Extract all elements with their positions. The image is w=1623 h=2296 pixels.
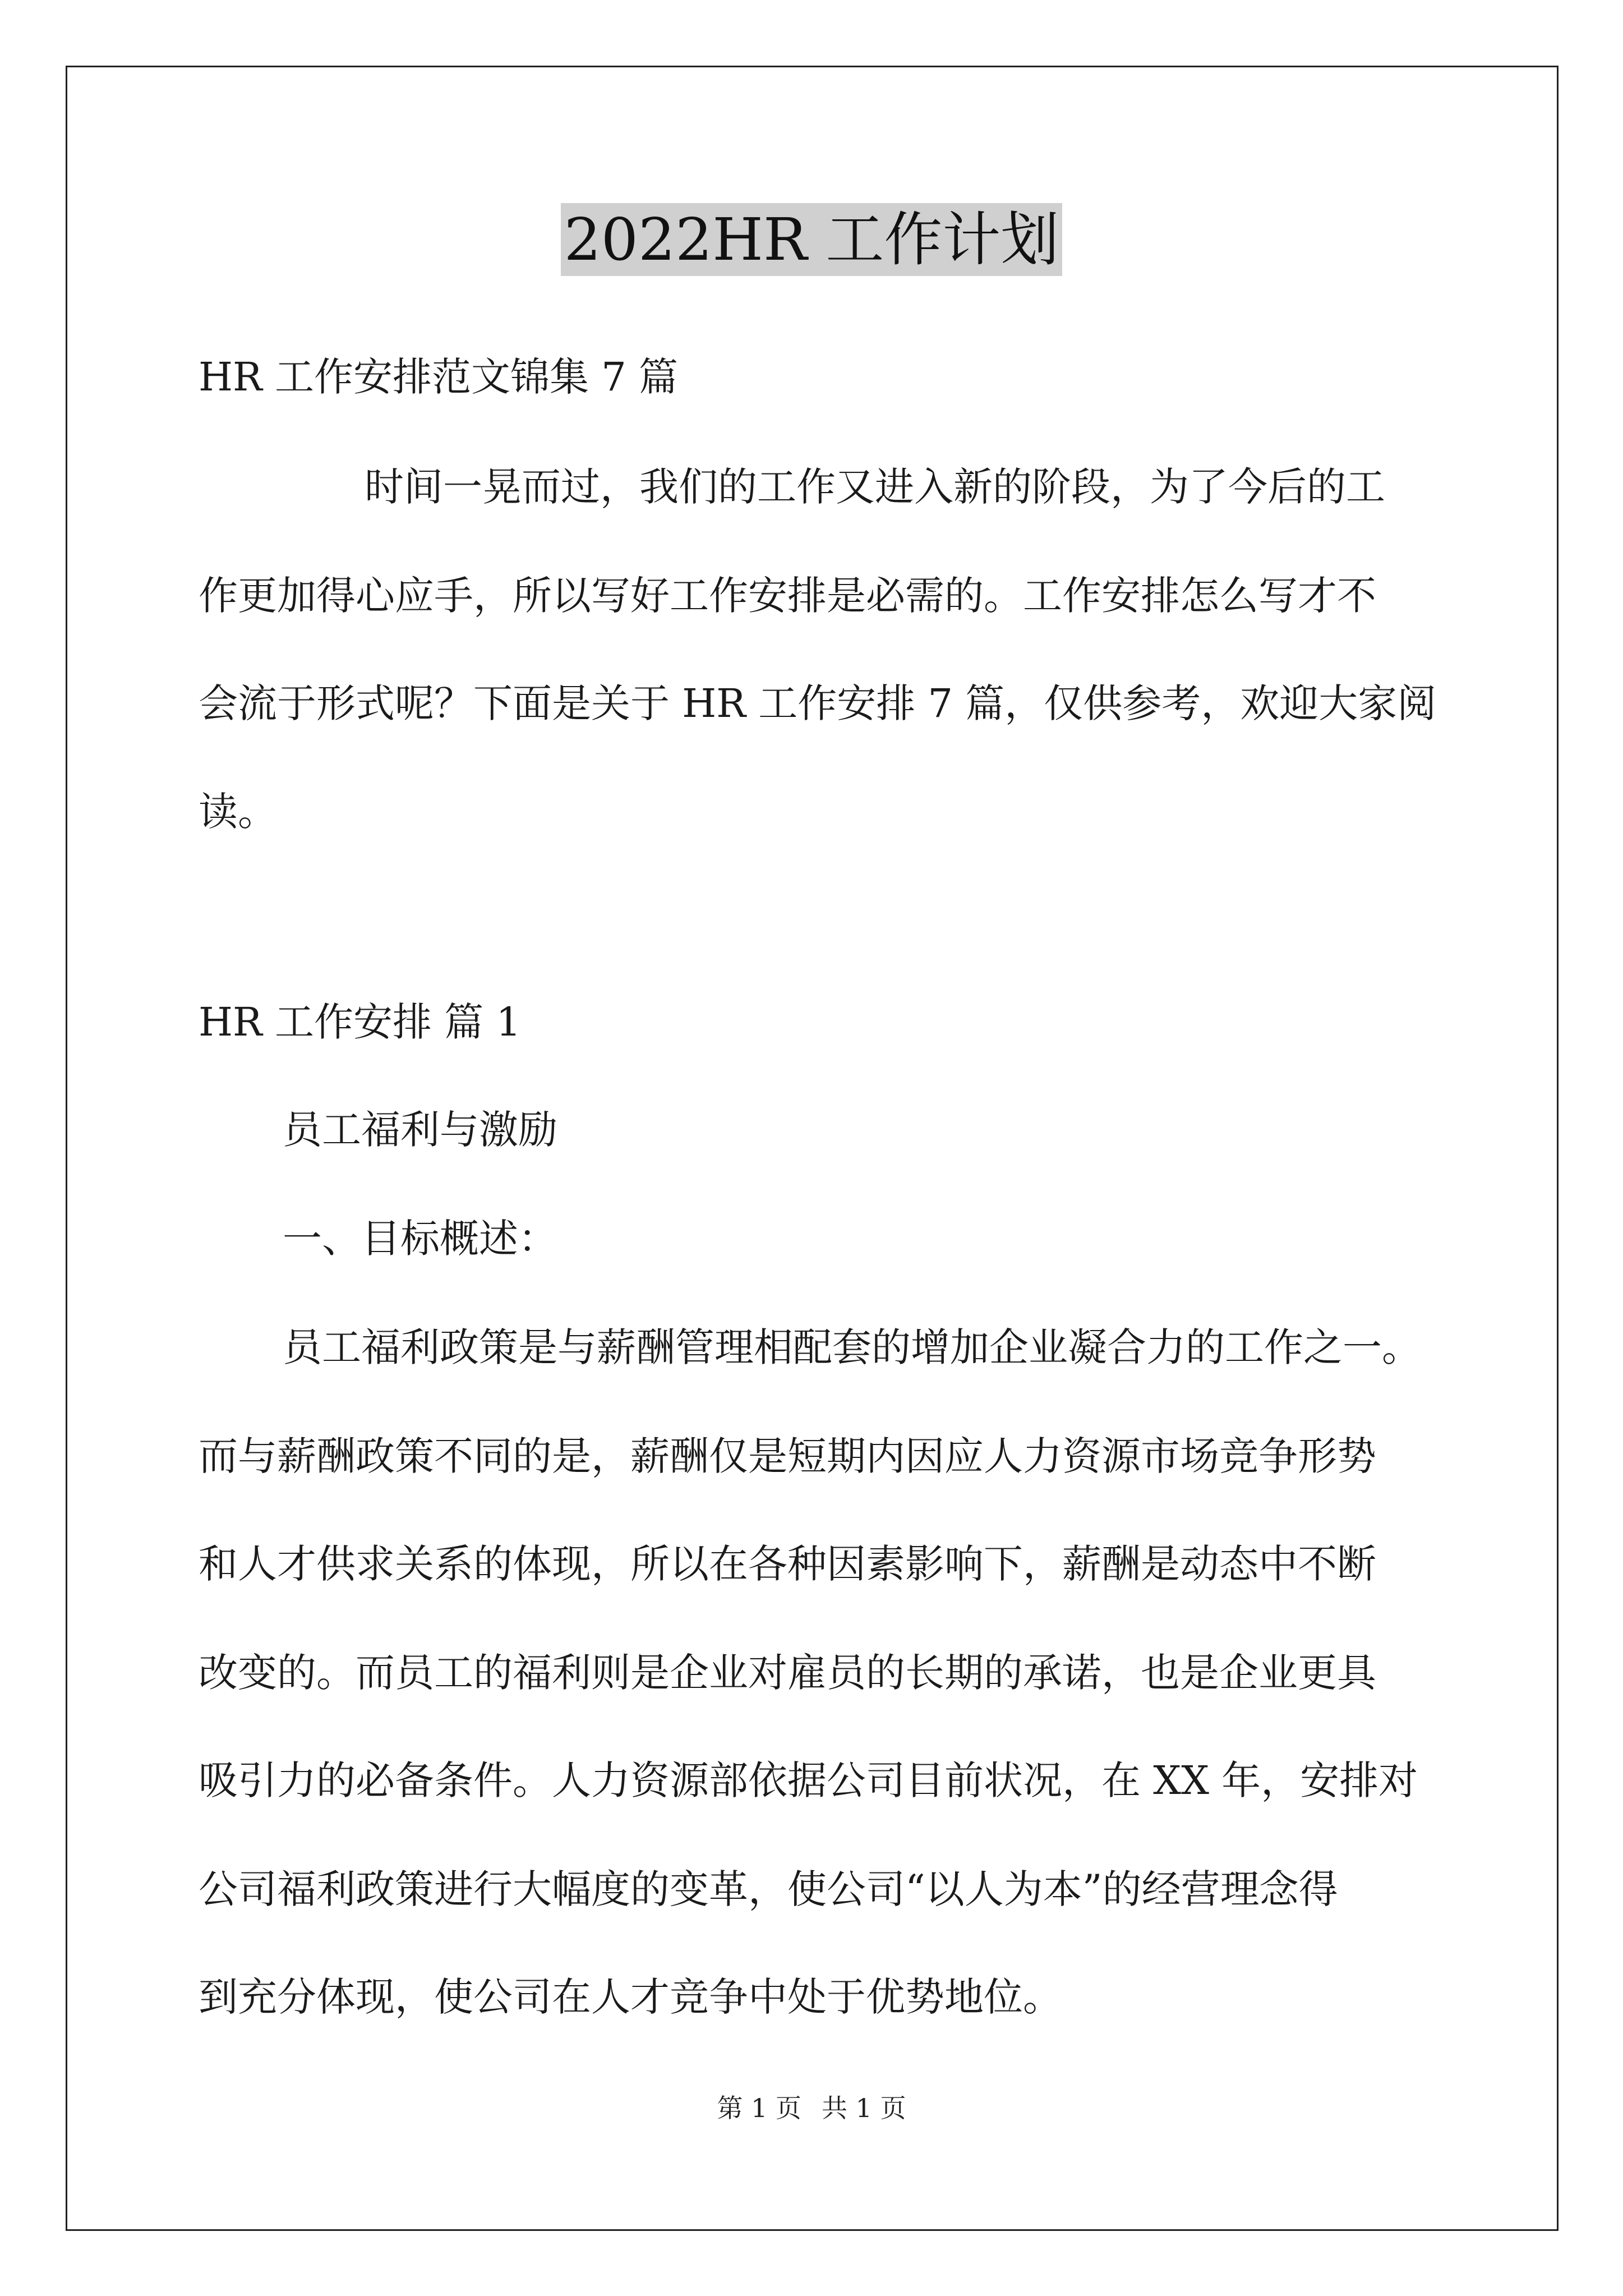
section-heading: HR 工作安排 篇 1	[199, 999, 522, 1045]
intro-line-1: 时间一晃而过，我们的工作又进入新的阶段，为了今后的工	[365, 464, 1385, 510]
body-line-5: 吸引力的必备条件。人力资源部依据公司目前状况，在 XX 年，安排对	[199, 1757, 1418, 1803]
intro-line-3: 会流于形式呢？下面是关于 HR 工作安排 7 篇，仅供参考，欢迎大家阅	[199, 680, 1437, 726]
body-line-3: 和人才供求关系的体现，所以在各种因素影响下，薪酬是动态中不断	[199, 1541, 1376, 1587]
page-footer	[0, 2092, 1623, 2124]
page-total: 共 1 页	[822, 2093, 906, 2123]
body-line-4: 改变的。而员工的福利则是企业对雇员的长期的承诺，也是企业更具	[199, 1650, 1376, 1696]
intro-line-4: 读。	[199, 789, 277, 835]
intro-line-2: 作更加得心应手，所以写好工作安排是必需的。工作安排怎么写才不	[199, 573, 1376, 619]
body-line-7: 到充分体现，使公司在人才竞争中处于优势地位。	[199, 1974, 1062, 2020]
document-subtitle: HR 工作安排范文锦集 7 篇	[199, 354, 679, 400]
body-line-6: 公司福利政策进行大幅度的变革，使公司“以人为本”的经营理念得	[199, 1866, 1338, 1912]
page-number: 第 1 页	[717, 2093, 801, 2123]
title-container	[0, 203, 1623, 276]
body-line-1: 员工福利政策是与薪酬管理相配套的增加企业凝合力的工作之一。	[283, 1324, 1421, 1370]
document-title: 2022HR 工作计划	[561, 203, 1063, 276]
subheading: 一、目标概述：	[283, 1216, 557, 1262]
section-topic: 员工福利与激励	[283, 1107, 557, 1153]
body-line-2: 而与薪酬政策不同的是，薪酬仅是短期内因应人力资源市场竞争形势	[199, 1433, 1376, 1479]
